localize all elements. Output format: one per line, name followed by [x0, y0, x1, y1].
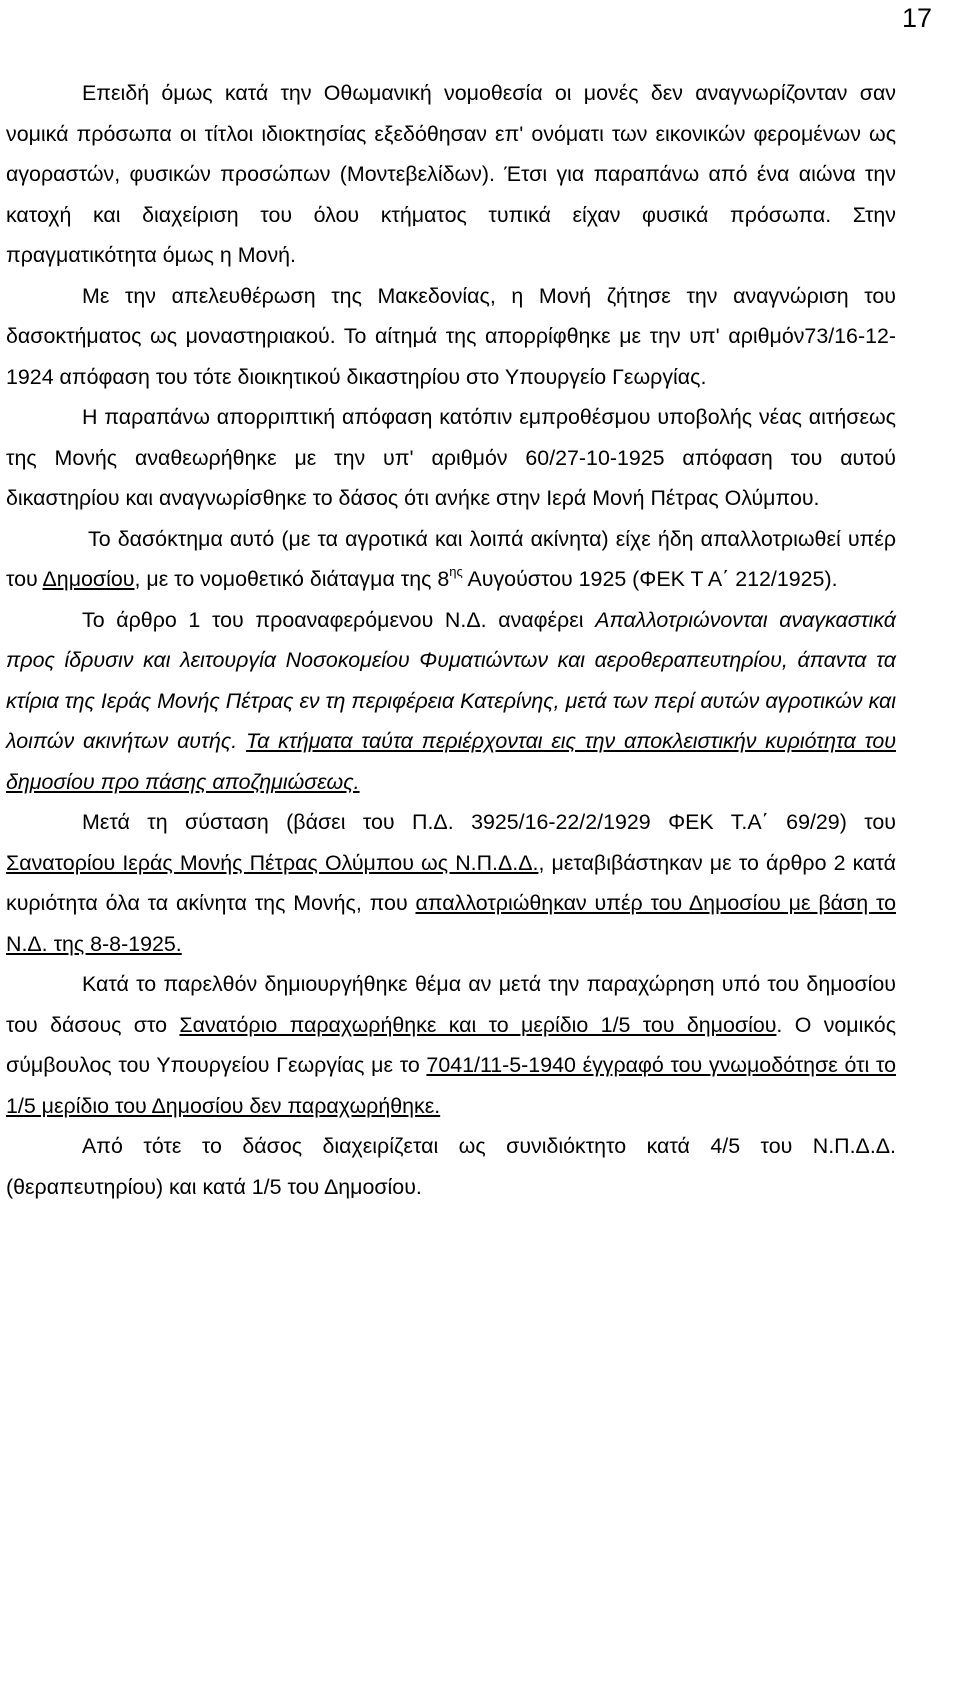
paragraph-3: Η παραπάνω απορριπτική απόφαση κατόπιν εμπροθέσμου υποβολής νέας αιτήσεως της Μονής αναθεωρήθηκε με την υπ' αριθμόν 60/27-10-1925 απόφαση του αυτού δικαστηρίου και αναγνωρίσθηκε το δάσος ότι ανήκε στην Ιερά Μονή Πέτρας Ολύμπου. [6, 405, 896, 510]
paragraph-6-expropriation: απαλλοτριώθηκαν υπέρ του Δημοσίου με βάση το Ν.Δ. της 8-8-1925. [6, 891, 896, 956]
paragraph-8: Από τότε το δάσος διαχειρίζεται ως συνιδιόκτητο κατά 4/5 του Ν.Π.Δ.Δ. (θεραπευτηρίου) και κατά 1/5 του Δημοσίου. [6, 1134, 896, 1199]
paragraph-6-sanatorium: Σανατορίου Ιεράς Μονής Πέτρας Ολύμπου ως Ν.Π.Δ.Δ. [6, 850, 539, 875]
paragraph-7-middle: . Ο νομικός σύμβουλος του Υπουργείου Γεωργίας με το [6, 1012, 896, 1077]
paragraph-7-opinion: 7041/11-5-1940 έγγραφό του γνωμοδότησε ότι το 1/5 μερίδιο του Δημοσίου δεν παραχωρήθηκε. [6, 1053, 896, 1118]
paragraph-7-share-question: Σανατόριο παραχωρήθηκε και το μερίδιο 1/5 του δημοσίου [179, 1012, 777, 1037]
document-body [6, 73, 896, 1207]
paragraph-5-quote-underlined: Τα κτήματα ταύτα περιέρχονται εις την αποκλειστικήν κυριότητα του δημοσίου προ πάσης αποζημιώσεως. [6, 729, 896, 794]
paragraph-4 [6, 519, 896, 600]
paragraph-5-intro: Το άρθρο 1 του προαναφερόμενου Ν.Δ. αναφέρει [82, 607, 596, 632]
paragraph-6-intro: Μετά τη σύσταση (βάσει του Π.Δ. 3925/16-22/2/1929 ΦΕΚ Τ.Α΄ 69/29) του [82, 810, 896, 834]
paragraph-7-intro: Κατά το παρελθόν δημιουργήθηκε θέμα αν μετά την παραχώρηση υπό του δημοσίου του δάσους στο [6, 972, 896, 1037]
paragraph-5 [6, 600, 896, 803]
page-number: 17 [901, 3, 932, 33]
paragraph-6 [6, 802, 896, 964]
paragraph-1: Επειδή όμως κατά την Οθωμανική νομοθεσία οι μονές δεν αναγνωρίζονταν σαν νομικά πρόσωπα οι τίτλοι ιδιοκτησίας εξεδόθησαν επ' ονόματι των εικονικών φερομένων ως αγοραστών, φυσικών προσώπων (Μοντεβελίδων). Έτσι για παραπάνω από ένα αιώνα την κατοχή και διαχείριση του όλου κτήματος τυπικά είχαν φυσικά πρόσωπα. Στην πραγματικότητα όμως η Μονή. [6, 81, 896, 267]
paragraph-2: Με την απελευθέρωση της Μακεδονίας, η Μονή ζήτησε την αναγνώριση του δασοκτήματος ως μοναστηριακού. Το αίτημά της απορρίφθηκε με την υπ' αριθμόν73/16-12-1924 απόφαση του τότε διοικητικού δικαστηρίου στο Υπουργείο Γεωργίας. [6, 283, 896, 389]
paragraph-6-middle: , μεταβιβάστηκαν με το άρθρο 2 κατά κυριότητα όλα τα ακίνητα της Μονής, που [6, 850, 896, 915]
paragraph-5-quote: Απαλλοτριώνονται αναγκαστικά προς ίδρυσιν και λειτουργία Νοσοκομείου Φυματιώντων και αεροθεραπευτηρίου, άπαντα τα κτίρια της Ιεράς Μονής Πέτρας εν τη περιφέρεια Κατερίνης, μετά των περί αυτών αγροτικών και λοιπών ακινήτων αυτής. [6, 607, 896, 753]
paragraph-4-superscript: ης [449, 564, 463, 579]
paragraph-4-decree: , με το νομοθετικό διάταγμα της 8 [134, 567, 450, 591]
paragraph-4-end: Αυγούστου 1925 (ΦΕΚ Τ Α΄ 212/1925). [462, 567, 838, 591]
paragraph-7 [6, 964, 896, 1126]
paragraph-4-dimosiou: Δημοσίου [42, 567, 135, 591]
paragraph-4-text: Το δασόκτημα αυτό (με τα αγροτικά και λοιπά ακίνητα) είχε ήδη απαλλοτριωθεί υπέρ του [6, 526, 896, 591]
